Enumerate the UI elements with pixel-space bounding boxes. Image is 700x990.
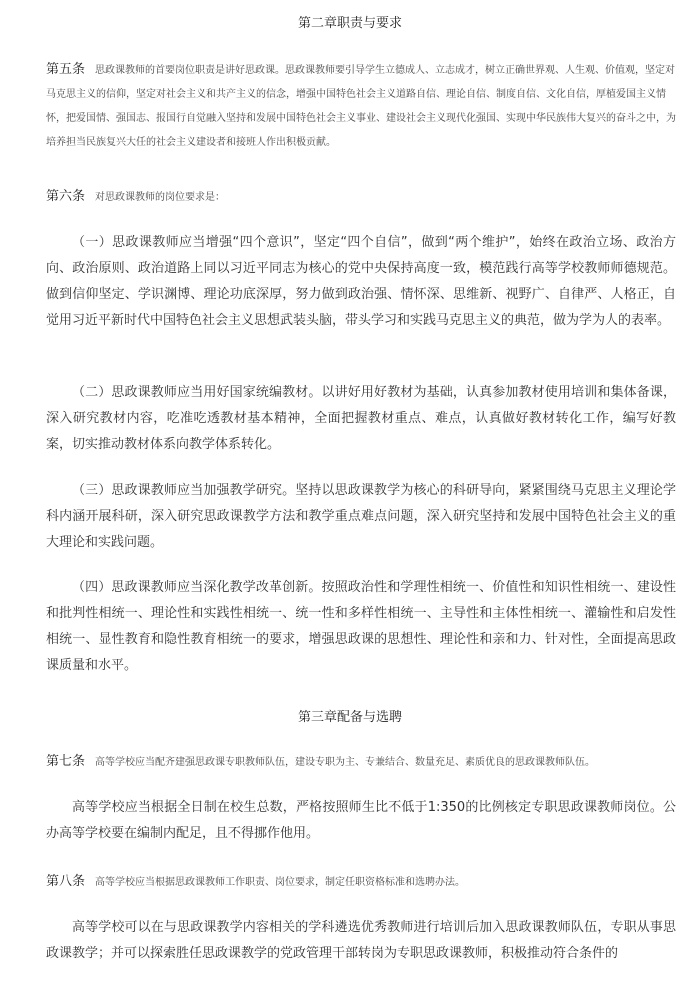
chapter-3-title: 第三章配备与选聘 — [297, 710, 402, 725]
article-7-paragraph: 高等学校应当根据全日制在校生总数，严格按照师生比不低于1:350的比例核定专职思政课教师岗位。公办高等学校要在编制内配足，且不得挪作他用。 — [46, 800, 676, 841]
article-5 — [46, 58, 676, 155]
article-6-item-1: （一）思政课教师应当增强“四个意识”，坚定“四个自信”，做到“两个维护”，始终在政治立场、政治方向、政治原则、政治道路上同以习近平同志为核心的党中央保持高度一致，模范践行高等学校教师师德规范。做到信仰坚定、学识渊博、理论功底深厚，努力做到政治强、情怀深、思维新、视野广、自律严、人格正，自觉用习近平新时代中国特色社会主义思想武装头脑，带头学习和实践马克思主义的典范，做为学为人的表率。 — [46, 235, 676, 328]
article-8-text: 高等学校应当根据思政课教师工作职责、岗位要求，制定任职资格标准和选聘办法。 — [95, 877, 466, 888]
article-6-text: 对思政课教师的岗位要求是： — [95, 192, 226, 203]
article-8-number: 第八条 — [46, 874, 86, 889]
article-8-paragraph: 高等学校可以在与思政课教学内容相关的学科遴选优秀教师进行培训后加入思政课教师队伍，专职从事思政课教学；并可以探索胜任思政课教学的党政管理干部转岗为专职思政课教师，积极推动符合条件的 — [46, 920, 676, 961]
chapter-2-title: 第二章职责与要求 — [297, 16, 402, 31]
article-6-item-2: （二）思政课教师应当用好国家统编教材。以讲好用好教材为基础，认真参加教材使用培训和集体备课，深入研究教材内容，吃准吃透教材基本精神，全面把握教材重点、难点，认真做好教材转化工作，编写好教案，切实推动教材体系向教学体系转化。 — [46, 385, 676, 452]
article-7-text: 高等学校应当配齐建强思政课专职教师队伍，建设专职为主、专兼结合、数量充足、素质优良的思政课教师队伍。 — [95, 757, 596, 768]
article-5-number: 第五条 — [46, 62, 86, 77]
article-7-number: 第七条 — [46, 754, 86, 769]
article-6-number: 第六条 — [46, 189, 86, 204]
article-6-item-4: （四）思政课教师应当深化教学改革创新。按照政治性和学理性相统一、价值性和知识性相统一、建设性和批判性相统一、理论性和实践性相统一、统一性和多样性相统一、主导性和主体性相统一、灌输性和启发性相统一、显性教育和隐性教育相统一的要求，增强思政课的思想性、理论性和亲和力、针对性，全面提高思政课质量和水平。 — [46, 580, 676, 673]
article-8 — [46, 870, 676, 895]
article-7 — [46, 750, 676, 775]
article-6-item-3: （三）思政课教师应当加强教学研究。坚持以思政课教学为核心的科研导向，紧紧围绕马克思主义理论学科内涵开展科研，深入研究思政课教学方法和教学重点难点问题，深入研究坚持和发展中国特色社会主义的重大理论和实践问题。 — [46, 483, 676, 550]
article-6 — [46, 185, 676, 210]
article-5-text: 思政课教师的首要岗位职责是讲好思政课。思政课教师要引导学生立德成人、立志成才，树立正确世界观、人生观、价值观，坚定对马克思主义的信仰，坚定对社会主义和共产主义的信念，增强中国特色社会主义道路自信、理论自信、制度自信、文化自信，厚植爱国主义情怀，把爱国情、强国志、报国行自觉融入坚持和发展中国特色社会主义事业、建设社会主义现代化强国、实现中华民族伟大复兴的奋斗之中，为培养担当民族复兴大任的社会主义建设者和接班人作出积极贡献。 — [46, 65, 676, 148]
